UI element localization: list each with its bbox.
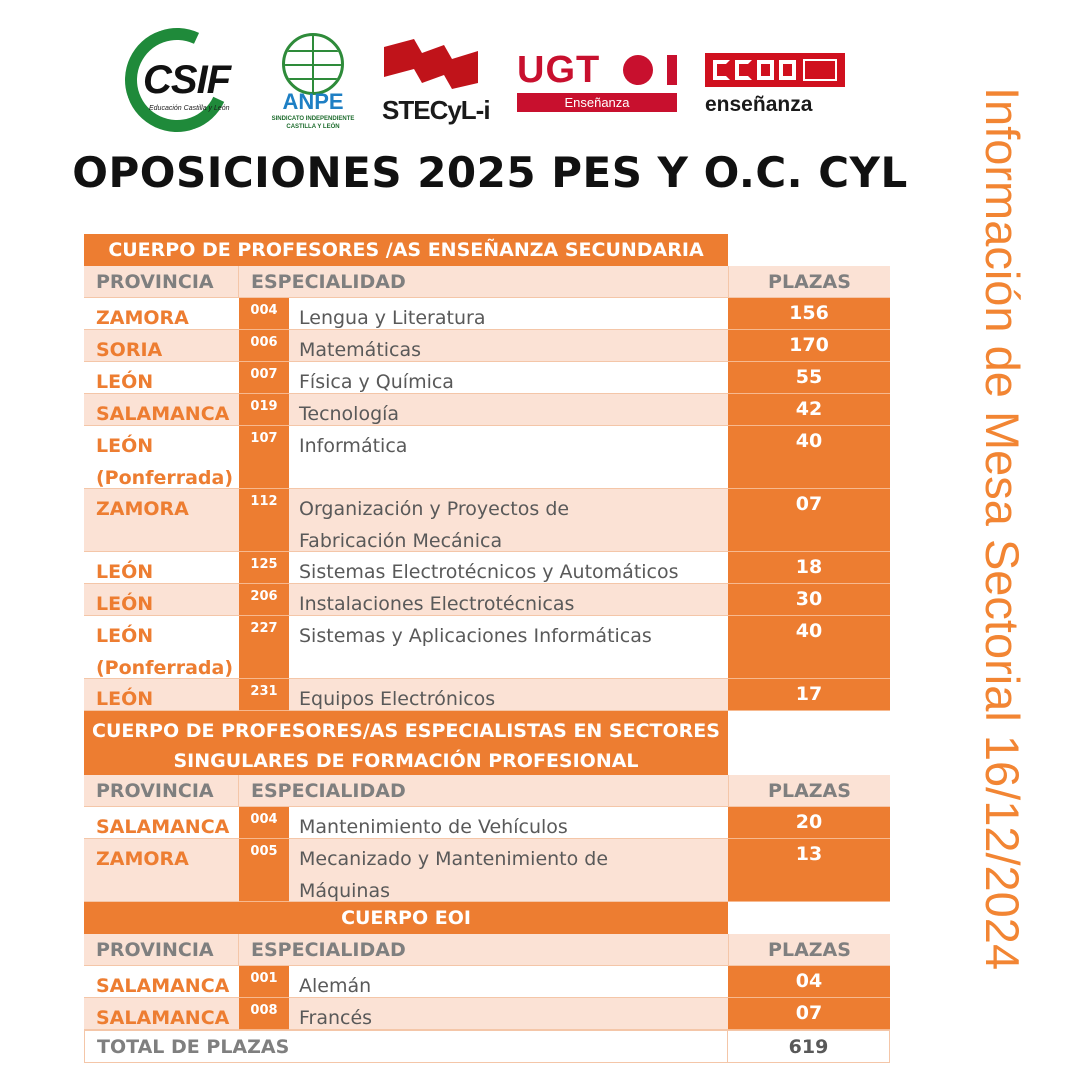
provincia-cell	[84, 966, 239, 998]
especialidad-cell	[289, 584, 728, 616]
code-cell: 004	[239, 807, 289, 839]
especialidad-cell-line-1: Mantenimiento de Vehículos	[299, 816, 568, 838]
provincia-cell-line-1: LEÓN	[96, 593, 154, 615]
anpe-logo	[270, 33, 356, 133]
ugt-subtitle: Enseñanza	[517, 93, 677, 112]
code-cell: 007	[239, 362, 289, 394]
provincia-cell	[84, 489, 239, 552]
plazas-cell: 20	[728, 807, 890, 839]
especialidad-cell	[289, 998, 728, 1030]
section-title-line-1: CUERPO DE PROFESORES /AS ENSEÑANZA SECUNDARIA	[108, 239, 704, 261]
plazas-cell: 07	[728, 489, 890, 552]
plazas-cell: 55	[728, 362, 890, 394]
header-provincia: PROVINCIA	[84, 934, 239, 966]
ccoo-logo	[705, 53, 855, 123]
anpe-subtitle: SINDICATO INDEPENDIENTE CASTILLA Y LEÓN	[271, 116, 355, 130]
provincia-cell-line-1: LEÓN	[96, 435, 154, 457]
stecyl-logo	[382, 37, 494, 129]
plazas-cell: 42	[728, 394, 890, 426]
provincia-cell-line-1: SORIA	[96, 339, 163, 361]
especialidad-cell-line-1: Informática	[299, 435, 408, 457]
flag-icon	[384, 39, 478, 89]
table-row	[84, 489, 890, 552]
especialidad-cell	[289, 426, 728, 489]
code-cell: 227	[239, 616, 289, 679]
total-value: 619	[728, 1030, 890, 1063]
union-logos	[120, 25, 860, 143]
plazas-cell: 170	[728, 330, 890, 362]
provincia-cell-line-1: LEÓN	[96, 688, 154, 710]
provincia-cell-line-1: ZAMORA	[96, 848, 189, 870]
code-cell: 125	[239, 552, 289, 584]
table-header-row	[84, 266, 890, 298]
ccoo-wordmark-icon	[705, 53, 845, 87]
plazas-cell: 13	[728, 839, 890, 902]
plazas-cell: 40	[728, 426, 890, 489]
code-cell: 107	[239, 426, 289, 489]
anpe-name: ANPE	[282, 89, 344, 114]
table-row	[84, 966, 890, 998]
code-cell: 112	[239, 489, 289, 552]
csif-subtitle: Educación Castilla y León	[149, 105, 230, 112]
section-title-row	[84, 711, 890, 775]
especialidad-cell-line-1: Sistemas y Aplicaciones Informáticas	[299, 625, 652, 647]
especialidad-cell-line-1: Lengua y Literatura	[299, 307, 486, 329]
provincia-cell	[84, 807, 239, 839]
table-row	[84, 394, 890, 426]
section-title-line-1: CUERPO DE PROFESORES/AS ESPECIALISTAS EN SECTORES	[92, 720, 720, 742]
handshake-icon	[623, 55, 653, 85]
ugt-logo	[515, 51, 685, 113]
provincia-cell	[84, 394, 239, 426]
especialidad-cell	[289, 489, 728, 552]
provincia-cell	[84, 362, 239, 394]
table-row	[84, 298, 890, 330]
ugt-bar-icon	[667, 55, 677, 85]
ugt-name: UGT	[517, 49, 601, 91]
table-row	[84, 679, 890, 711]
code-cell: 008	[239, 998, 289, 1030]
total-row	[84, 1030, 890, 1063]
especialidad-cell	[289, 298, 728, 330]
plazas-cell: 40	[728, 616, 890, 679]
header-especialidad: ESPECIALIDAD	[239, 934, 728, 966]
provincia-cell	[84, 679, 239, 711]
especialidad-cell	[289, 330, 728, 362]
especialidad-cell-line-1: Alemán	[299, 975, 372, 997]
provincia-cell-line-1: SALAMANCA	[96, 1007, 230, 1029]
provincia-cell	[84, 616, 239, 679]
header-especialidad: ESPECIALIDAD	[239, 775, 728, 807]
provincia-cell	[84, 330, 239, 362]
provincia-cell-line-1: SALAMANCA	[96, 816, 230, 838]
especialidad-cell-line-1: Tecnología	[299, 403, 400, 425]
code-cell: 231	[239, 679, 289, 711]
table-row	[84, 584, 890, 616]
provincia-cell-line-1: ZAMORA	[96, 498, 189, 520]
side-text: Información de Mesa Sectorial 16/12/2024	[976, 87, 1029, 971]
stecyl-name: STECyL-i	[382, 95, 490, 125]
table-row	[84, 807, 890, 839]
section-title	[84, 902, 728, 934]
especialidad-cell	[289, 807, 728, 839]
table-row	[84, 362, 890, 394]
code-cell: 019	[239, 394, 289, 426]
especialidad-cell	[289, 552, 728, 584]
especialidad-cell	[289, 362, 728, 394]
table-row	[84, 552, 890, 584]
provincia-cell	[84, 839, 239, 902]
code-cell: 206	[239, 584, 289, 616]
header-provincia: PROVINCIA	[84, 266, 239, 298]
especialidad-cell	[289, 394, 728, 426]
provincia-cell	[84, 584, 239, 616]
csif-name: CSIF	[143, 58, 231, 102]
section-title-line-2: SINGULARES DE FORMACIÓN PROFESIONAL	[173, 750, 639, 772]
section-title	[84, 711, 728, 775]
page-title: OPOSICIONES 2025 PES Y O.C. CYL	[72, 148, 908, 197]
especialidad-cell	[289, 966, 728, 998]
table-row	[84, 330, 890, 362]
ccoo-subtitle: enseñanza	[705, 93, 813, 116]
plazas-cell: 07	[728, 998, 890, 1030]
plazas-cell: 17	[728, 679, 890, 711]
header-plazas: PLAZAS	[728, 934, 890, 966]
provincia-cell	[84, 998, 239, 1030]
code-cell: 005	[239, 839, 289, 902]
provincia-cell-line-1: SALAMANCA	[96, 403, 230, 425]
provincia-cell-line-1: LEÓN	[96, 625, 154, 647]
plazas-cell: 30	[728, 584, 890, 616]
provincia-cell-line-2: (Ponferrada)	[96, 657, 234, 679]
provincia-cell	[84, 298, 239, 330]
header-plazas: PLAZAS	[728, 266, 890, 298]
plazas-cell: 04	[728, 966, 890, 998]
code-cell: 004	[239, 298, 289, 330]
code-cell: 001	[239, 966, 289, 998]
header-provincia: PROVINCIA	[84, 775, 239, 807]
especialidad-cell-line-1: Instalaciones Electrotécnicas	[299, 593, 575, 615]
especialidad-cell-line-1: Mecanizado y Mantenimiento de	[299, 848, 609, 870]
code-cell: 006	[239, 330, 289, 362]
especialidad-cell-line-1: Francés	[299, 1007, 373, 1029]
section-title-row	[84, 902, 890, 934]
plazas-cell: 18	[728, 552, 890, 584]
provincia-cell-line-1: SALAMANCA	[96, 975, 230, 997]
especialidad-cell-line-1: Equipos Electrónicos	[299, 688, 496, 710]
table-row	[84, 839, 890, 902]
section-title-line-1: CUERPO EOI	[341, 907, 471, 929]
table-row	[84, 998, 890, 1030]
header-especialidad: ESPECIALIDAD	[239, 266, 728, 298]
provincia-cell-line-1: LEÓN	[96, 371, 154, 393]
table-header-row	[84, 775, 890, 807]
especialidad-cell	[289, 839, 728, 902]
table-row	[84, 426, 890, 489]
table-row	[84, 616, 890, 679]
especialidad-cell-line-1: Organización y Proyectos de	[299, 498, 570, 520]
provincia-cell	[84, 552, 239, 584]
table-header-row	[84, 934, 890, 966]
especialidad-cell	[289, 616, 728, 679]
provincia-cell	[84, 426, 239, 489]
globe-icon	[282, 33, 344, 95]
especialidad-cell-line-1: Física y Química	[299, 371, 454, 393]
especialidad-cell	[289, 679, 728, 711]
especialidad-cell-line-2: Fabricación Mecánica	[299, 530, 503, 552]
especialidad-cell-line-1: Matemáticas	[299, 339, 422, 361]
header-plazas: PLAZAS	[728, 775, 890, 807]
plazas-cell: 156	[728, 298, 890, 330]
csif-logo	[125, 28, 253, 140]
provincia-cell-line-1: ZAMORA	[96, 307, 189, 329]
provincia-cell-line-1: LEÓN	[96, 561, 154, 583]
provincia-cell-line-2: (Ponferrada)	[96, 467, 234, 489]
plazas-table	[84, 234, 890, 1063]
section-title-row	[84, 234, 890, 266]
especialidad-cell-line-1: Sistemas Electrotécnicos y Automáticos	[299, 561, 679, 583]
section-title	[84, 234, 728, 266]
especialidad-cell-line-2: Máquinas	[299, 880, 391, 902]
total-label: TOTAL DE PLAZAS	[84, 1030, 728, 1063]
